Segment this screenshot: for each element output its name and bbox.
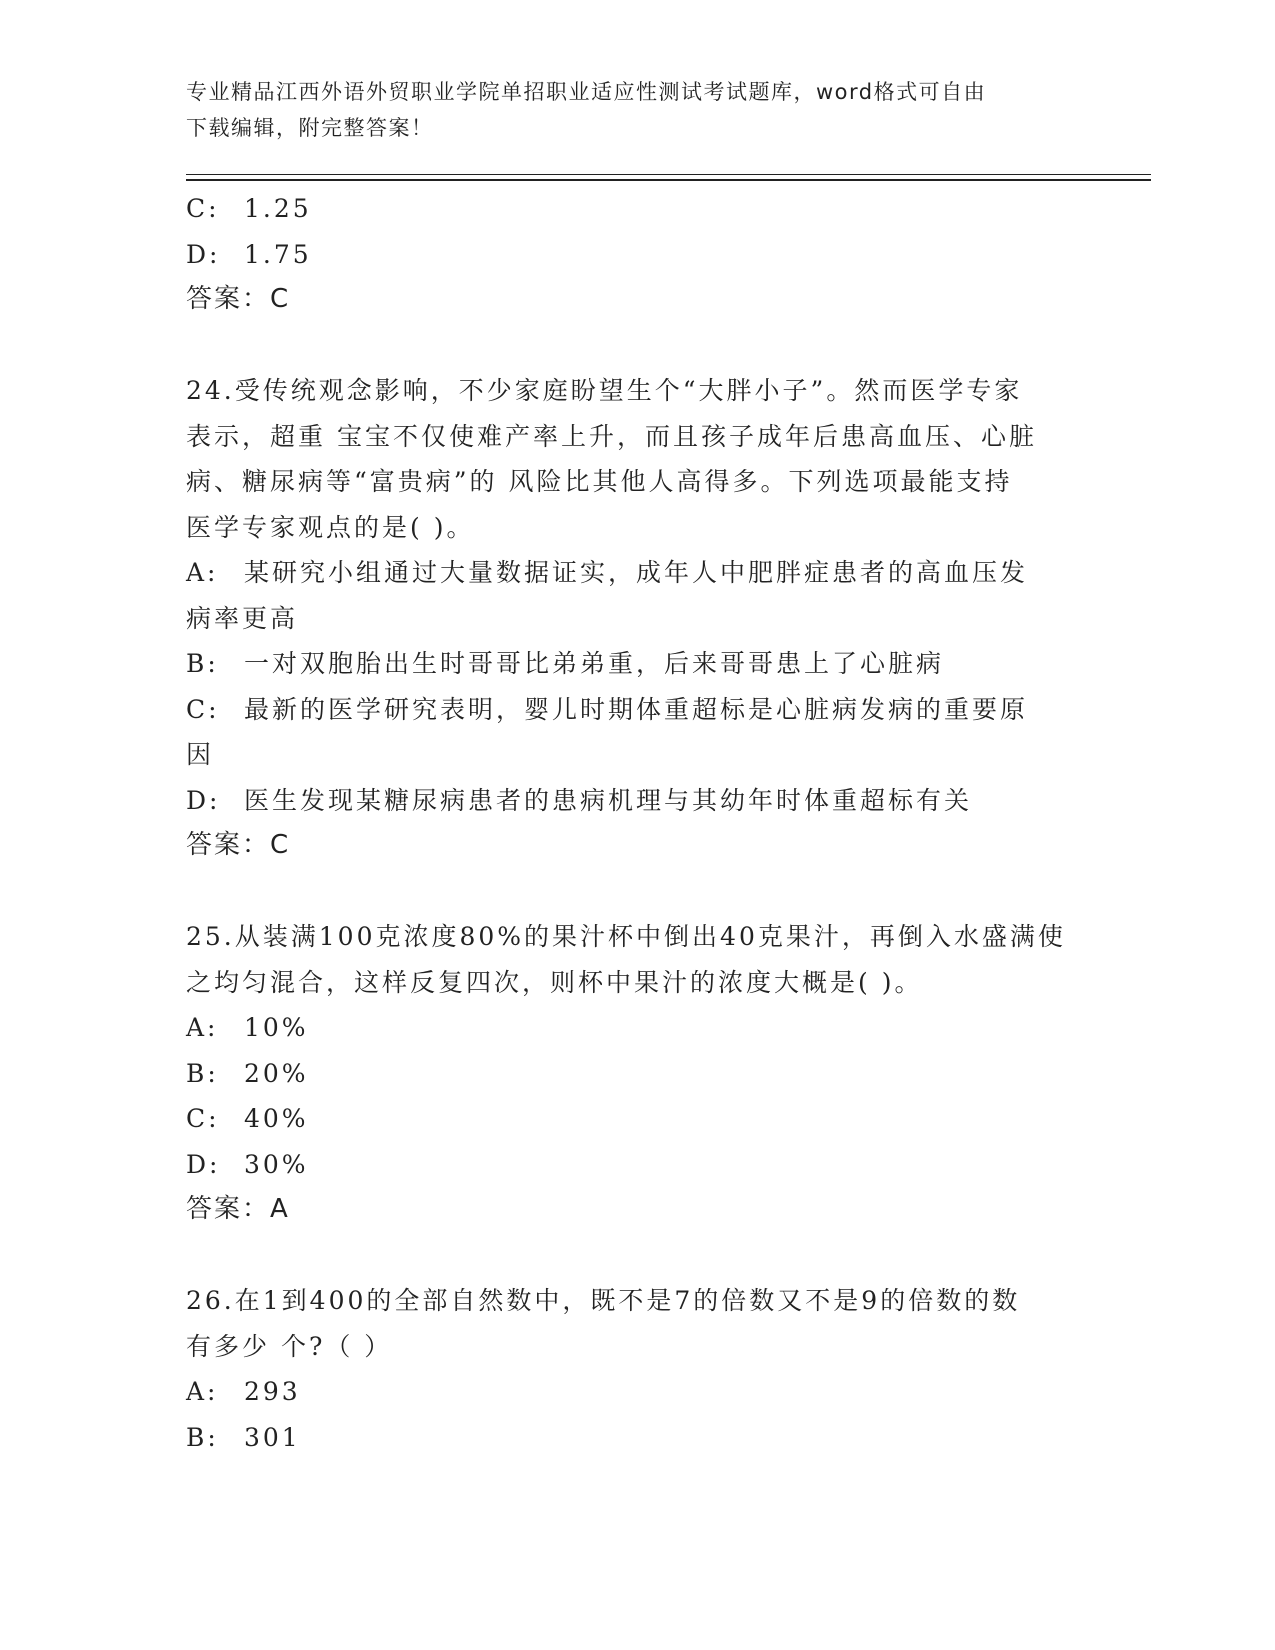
option-letter: B: xyxy=(186,649,219,678)
answer-line: 答案：A xyxy=(186,1194,290,1224)
option-c xyxy=(186,687,1086,733)
question-text-line: 25.从装满100克浓度80%的果汁杯中倒出40克果汁，再倒入水盛满使 xyxy=(186,922,1066,951)
question-25 xyxy=(186,914,1086,1233)
option-text: 301 xyxy=(244,1422,301,1452)
option-a xyxy=(186,1369,1086,1415)
option-b xyxy=(186,1051,1086,1097)
option-b xyxy=(186,641,1086,687)
document-header xyxy=(186,74,1066,146)
option-letter: D: xyxy=(186,785,221,815)
option-text: 1.25 xyxy=(244,194,312,223)
option-letter: A: xyxy=(186,1377,219,1406)
header-line-2: 下载编辑，附完整答案！ xyxy=(186,116,434,140)
question-24 xyxy=(186,368,1086,869)
question-text-line: 之均匀混合，这样反复四次，则杯中果汁的浓度大概是( )。 xyxy=(186,967,923,997)
option-d xyxy=(186,1142,1086,1188)
prev-question xyxy=(186,186,1086,323)
answer-line: 答案：C xyxy=(186,830,291,860)
question-text-line: 医学专家观点的是( )。 xyxy=(186,512,475,542)
option-d xyxy=(186,232,1086,278)
option-text-continuation: 病率更高 xyxy=(186,603,299,633)
option-text: 最新的医学研究表明，婴儿时期体重超标是心脏病发病的重要原 xyxy=(244,694,1029,724)
header-divider-thin xyxy=(186,174,1151,175)
option-text: 40% xyxy=(244,1104,309,1133)
spacer xyxy=(186,869,1086,915)
option-letter: B: xyxy=(186,1422,219,1452)
header-divider-thick xyxy=(186,179,1151,181)
option-b xyxy=(186,1415,1086,1461)
document-body xyxy=(186,186,1086,1460)
option-letter: D: xyxy=(186,239,221,269)
spacer xyxy=(186,1233,1086,1279)
option-letter: C: xyxy=(186,1104,220,1133)
option-c xyxy=(186,1096,1086,1142)
option-d xyxy=(186,778,1086,824)
header-line-1: 专业精品江西外语外贸职业学院单招职业适应性测试考试题库，word格式可自由 xyxy=(186,80,987,104)
option-a xyxy=(186,550,1086,596)
option-a xyxy=(186,1005,1086,1051)
option-letter: C: xyxy=(186,194,220,223)
option-letter: A: xyxy=(186,1013,219,1042)
option-text: 1.75 xyxy=(244,239,312,269)
question-text-line: 表示，超重 宝宝不仅使难产率上升，而且孩子成年后患高血压、心脏 xyxy=(186,421,1037,451)
option-c xyxy=(186,186,1086,232)
question-26 xyxy=(186,1278,1086,1460)
option-text: 一对双胞胎出生时哥哥比弟弟重，后来哥哥患上了心脏病 xyxy=(244,649,945,678)
option-text: 30% xyxy=(244,1149,309,1179)
option-letter: A: xyxy=(186,558,219,587)
option-letter: C: xyxy=(186,694,220,724)
question-text-line: 有多少 个?（ ） xyxy=(186,1331,393,1361)
option-text: 293 xyxy=(244,1377,301,1406)
option-text: 20% xyxy=(244,1058,309,1088)
option-letter: D: xyxy=(186,1149,221,1179)
spacer xyxy=(186,323,1086,369)
option-text: 10% xyxy=(244,1013,309,1042)
answer-line: 答案：C xyxy=(186,284,291,314)
question-text-line: 24.受传统观念影响，不少家庭盼望生个“大胖小子”。然而医学专家 xyxy=(186,376,1023,405)
option-text: 某研究小组通过大量数据证实，成年人中肥胖症患者的高血压发 xyxy=(244,558,1029,587)
question-text-line: 病、糖尿病等“富贵病”的 风险比其他人高得多。下列选项最能支持 xyxy=(186,467,1013,496)
question-text-line: 26.在1到400的全部自然数中，既不是7的倍数又不是9的倍数的数 xyxy=(186,1286,1021,1315)
option-text-continuation: 因 xyxy=(186,740,215,769)
option-text: 医生发现某糖尿病患者的患病机理与其幼年时体重超标有关 xyxy=(244,785,973,815)
option-letter: B: xyxy=(186,1058,219,1088)
